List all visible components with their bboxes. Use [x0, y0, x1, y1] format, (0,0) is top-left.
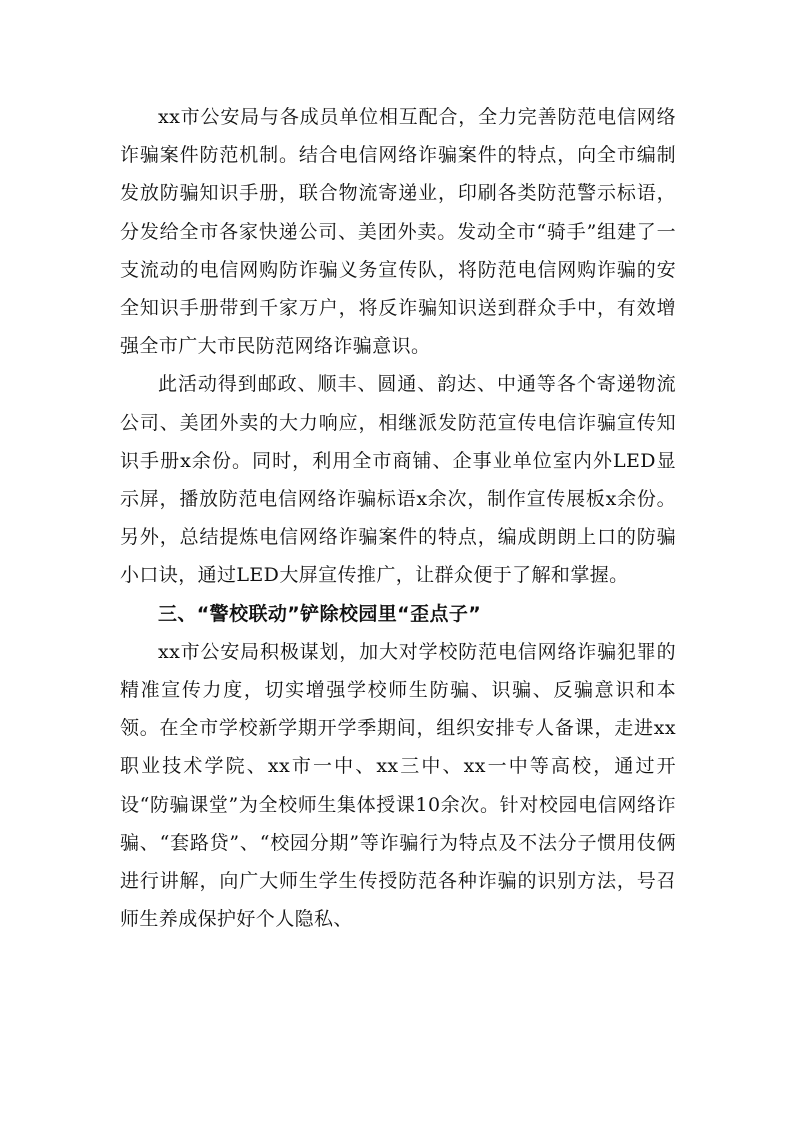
paragraph-1: xx市公安局与各成员单位相互配合，全力完善防范电信网络诈骗案件防范机制。结合电信网络诈骗案件的特点，向全市编制发放防骗知识手册，联合物流寄递业，印刷各类防范警示标语，分发给全市各家快递公司、美团外卖。发动全市“骑手”组建了一支流动的电信网购防诈骗义务宣传队，将防范电信网购诈骗的安全知识手册带到千家万户，将反诈骗知识送到群众手中，有效增强全市广大市民防范网络诈骗意识。	[120, 106, 676, 358]
paragraph-2: 此活动得到邮政、顺丰、圆通、韵达、中通等各个寄递物流公司、美团外卖的大力响应，相继派发防范宣传电信诈骗宣传知识手册x余份。同时，利用全市商铺、企事业单位室内外LED显示屏，播放防范电信网络诈骗标语x余次，制作宣传展板x余份。另外，总结提炼电信网络诈骗案件的特点，编成朗朗上口的防骗小口诀，通过LED大屏宣传推广，让群众便于了解和掌握。	[120, 373, 676, 587]
paragraph-3: xx市公安局积极谋划，加大对学校防范电信网络诈骗犯罪的精准宣传力度，切实增强学校师生防骗、识骗、反骗意识和本领。在全市学校新学期开学季期间，组织安排专人备课，走进xx职业技术学院、xx市一中、xx三中、xx一中等高校，通过开设“防骗课堂”为全校师生集体授课10余次。针对校园电信网络诈骗、“套路贷”、“校园分期”等诈骗行为特点及不法分子惯用伎俩进行讲解，向广大师生学生传授防范各种诈骗的识别方法，号召师生养成保护好个人隐私、	[120, 640, 676, 931]
document-body	[120, 98, 676, 938]
section-heading-3: 三、“警校联动”铲除校园里“歪点子”	[158, 602, 482, 625]
